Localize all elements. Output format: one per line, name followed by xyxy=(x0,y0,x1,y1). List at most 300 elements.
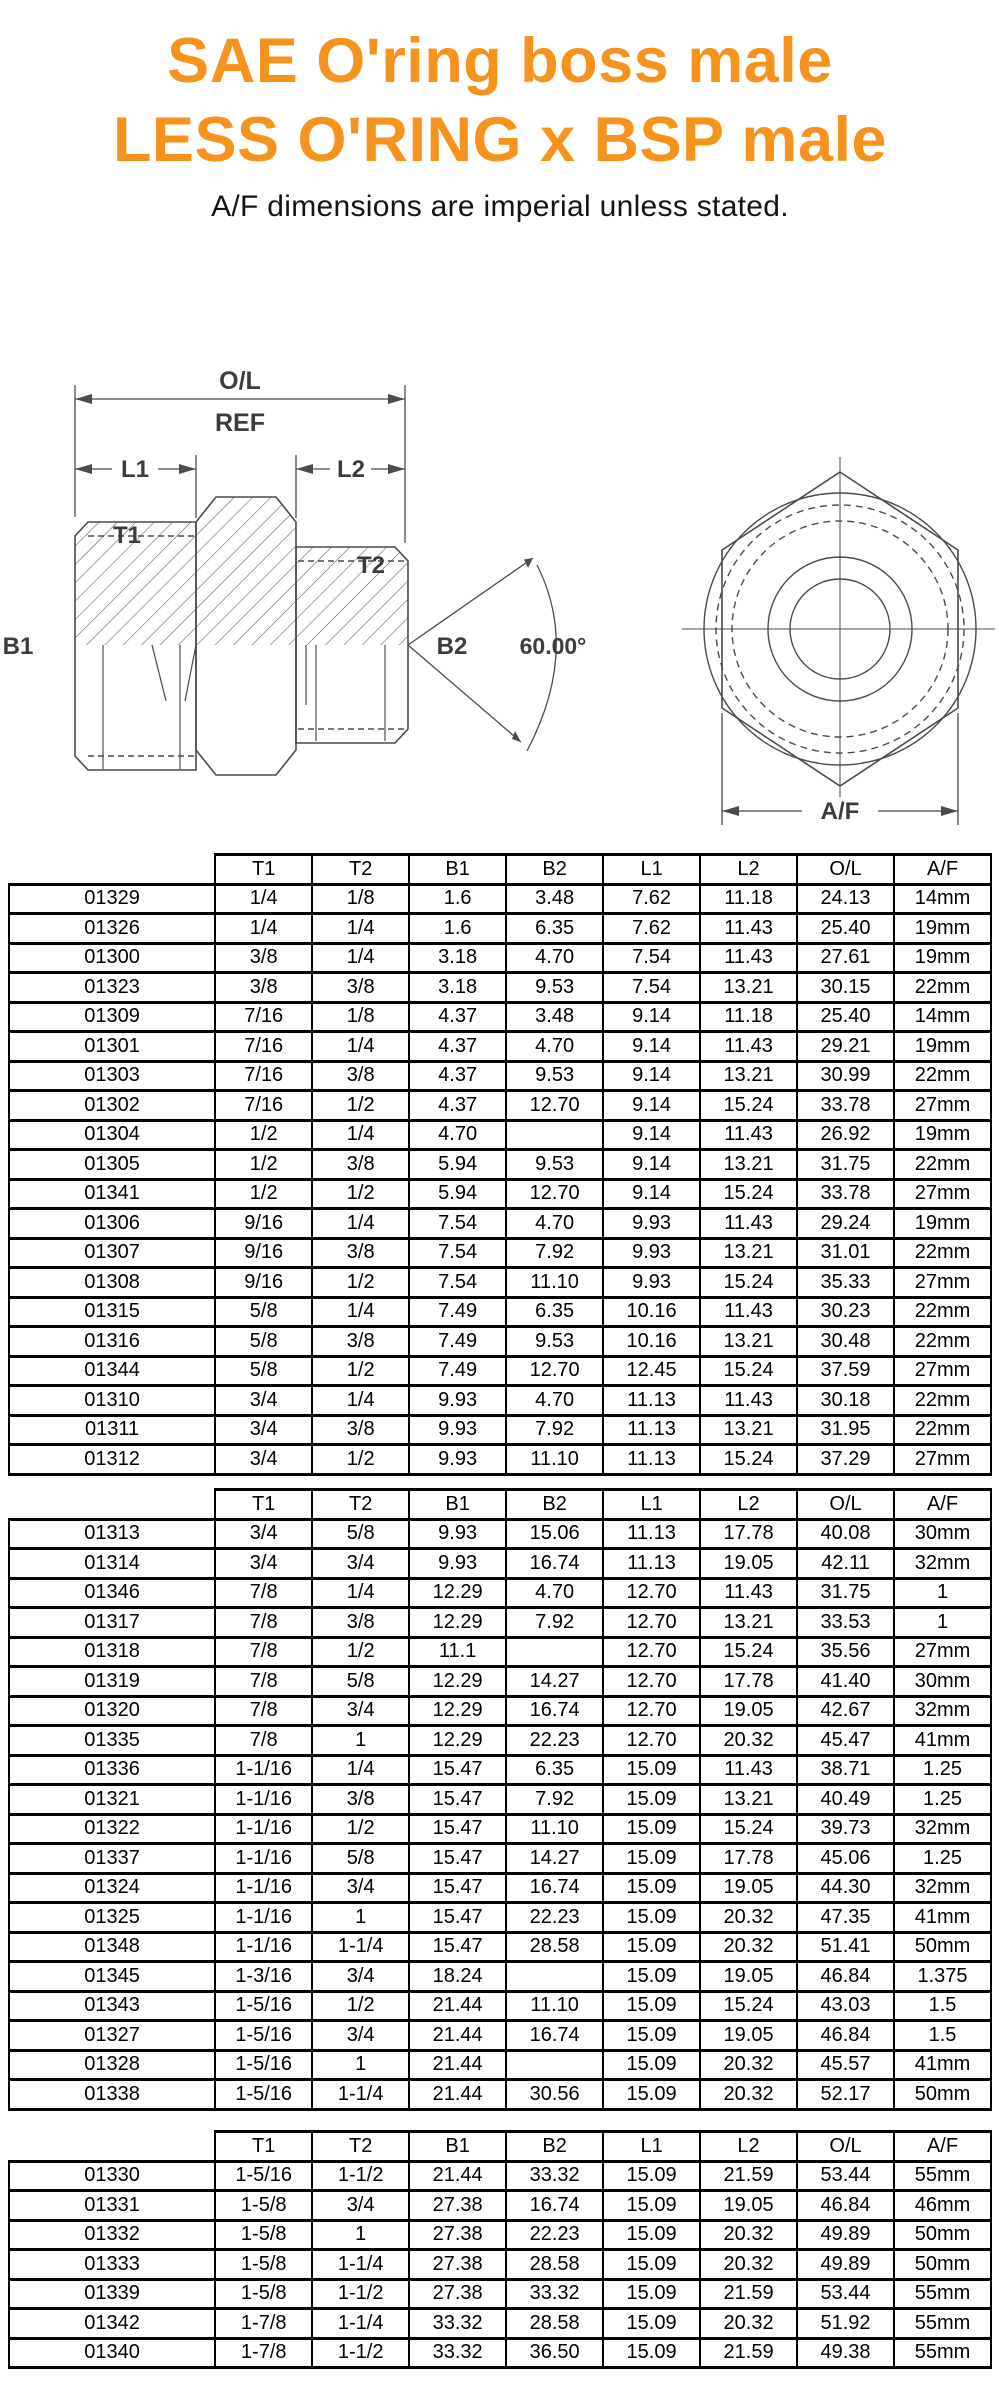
value-cell: 42.67 xyxy=(797,1696,894,1726)
value-cell: 17.78 xyxy=(700,1844,797,1874)
value-cell: 1.375 xyxy=(894,1962,991,1992)
value-cell: 11.43 xyxy=(700,1209,797,1239)
value-cell: 11.43 xyxy=(700,1578,797,1608)
page-title-line1: SAE O'ring boss male xyxy=(167,26,833,96)
value-cell: 1/4 xyxy=(312,1755,409,1785)
value-cell: 44.30 xyxy=(797,1873,894,1903)
value-cell: 28.58 xyxy=(506,2250,603,2280)
value-cell: 50mm xyxy=(894,2250,991,2280)
table-row xyxy=(9,1755,991,1785)
table-row xyxy=(9,1356,991,1386)
value-cell: 1-1/16 xyxy=(215,1785,312,1815)
value-cell: 12.29 xyxy=(409,1696,506,1726)
column-header: L2 xyxy=(700,855,797,885)
value-cell: 19mm xyxy=(894,943,991,973)
value-cell: 3/4 xyxy=(312,2191,409,2221)
side-view xyxy=(75,497,556,775)
value-cell: 1/2 xyxy=(215,1120,312,1150)
value-cell: 35.56 xyxy=(797,1637,894,1667)
dim-label-ol: O/L xyxy=(219,367,261,395)
value-cell: 17.78 xyxy=(700,1667,797,1697)
part-number-cell: 01321 xyxy=(9,1785,215,1815)
value-cell: 21.44 xyxy=(409,1991,506,2021)
table-row xyxy=(9,2161,991,2191)
value-cell: 21.59 xyxy=(700,2279,797,2309)
value-cell: 22mm xyxy=(894,1386,991,1416)
value-cell: 1.6 xyxy=(409,884,506,914)
value-cell: 13.21 xyxy=(700,1608,797,1638)
value-cell: 55mm xyxy=(894,2161,991,2191)
value-cell: 30.23 xyxy=(797,1297,894,1327)
part-number-cell: 01320 xyxy=(9,1696,215,1726)
table-row xyxy=(9,1091,991,1121)
value-cell: 13.21 xyxy=(700,1061,797,1091)
value-cell: 1/4 xyxy=(215,884,312,914)
value-cell: 1/4 xyxy=(312,1297,409,1327)
value-cell: 19.05 xyxy=(700,2191,797,2221)
value-cell: 1-5/16 xyxy=(215,2021,312,2051)
table-row xyxy=(9,1386,991,1416)
value-cell: 35.33 xyxy=(797,1268,894,1298)
column-header: B2 xyxy=(506,2132,603,2162)
value-cell: 9.14 xyxy=(603,1032,700,1062)
value-cell: 12.29 xyxy=(409,1667,506,1697)
column-header: L1 xyxy=(603,1490,700,1520)
value-cell: 15.06 xyxy=(506,1519,603,1549)
value-cell: 4.37 xyxy=(409,1061,506,1091)
value-cell: 30.15 xyxy=(797,973,894,1003)
value-cell: 40.49 xyxy=(797,1785,894,1815)
part-number-cell: 01345 xyxy=(9,1962,215,1992)
value-cell: 15.24 xyxy=(700,1991,797,2021)
value-cell: 27mm xyxy=(894,1637,991,1667)
value-cell: 15.09 xyxy=(603,2050,700,2080)
value-cell xyxy=(506,1962,603,1992)
dim-label-l1: L1 xyxy=(120,456,150,483)
value-cell: 33.53 xyxy=(797,1608,894,1638)
table-row xyxy=(9,1061,991,1091)
value-cell: 1/4 xyxy=(312,1032,409,1062)
part-number-cell: 01305 xyxy=(9,1150,215,1180)
table-row xyxy=(9,1578,991,1608)
value-cell: 15.24 xyxy=(700,1091,797,1121)
value-cell: 1 xyxy=(894,1608,991,1638)
value-cell: 33.32 xyxy=(409,2338,506,2368)
table-row xyxy=(9,2250,991,2280)
value-cell: 5/8 xyxy=(312,1667,409,1697)
value-cell: 11.10 xyxy=(506,1268,603,1298)
value-cell: 22mm xyxy=(894,1061,991,1091)
value-cell: 3/8 xyxy=(312,1150,409,1180)
value-cell: 36.50 xyxy=(506,2338,603,2368)
value-cell: 7.54 xyxy=(409,1268,506,1298)
value-cell: 14.27 xyxy=(506,1844,603,1874)
value-cell: 1 xyxy=(312,2050,409,2080)
part-number-cell: 01329 xyxy=(9,884,215,914)
part-number-cell: 01328 xyxy=(9,2050,215,2080)
value-cell: 11.13 xyxy=(603,1415,700,1445)
value-cell: 49.89 xyxy=(797,2250,894,2280)
column-header: L1 xyxy=(603,855,700,885)
value-cell: 20.32 xyxy=(700,2309,797,2339)
value-cell: 7/8 xyxy=(215,1696,312,1726)
value-cell: 1-1/16 xyxy=(215,1844,312,1874)
column-header: L2 xyxy=(700,2132,797,2162)
dim-label-t1: T1 xyxy=(112,522,142,549)
value-cell: 28.58 xyxy=(506,2309,603,2339)
value-cell: 14.27 xyxy=(506,1667,603,1697)
value-cell: 3/4 xyxy=(215,1415,312,1445)
value-cell: 4.70 xyxy=(506,1386,603,1416)
part-number-cell: 01313 xyxy=(9,1519,215,1549)
part-number-cell: 01331 xyxy=(9,2191,215,2221)
value-cell: 1.25 xyxy=(894,1844,991,1874)
value-cell: 50mm xyxy=(894,2080,991,2110)
value-cell: 41mm xyxy=(894,2050,991,2080)
value-cell: 20.32 xyxy=(700,2050,797,2080)
value-cell: 9/16 xyxy=(215,1238,312,1268)
value-cell: 13.21 xyxy=(700,1150,797,1180)
value-cell: 1/4 xyxy=(312,943,409,973)
value-cell: 9.93 xyxy=(409,1386,506,1416)
value-cell: 7.49 xyxy=(409,1356,506,1386)
value-cell: 1-1/2 xyxy=(312,2338,409,2368)
table-row xyxy=(9,1814,991,1844)
column-header: T1 xyxy=(215,1490,312,1520)
value-cell: 3/8 xyxy=(312,1061,409,1091)
value-cell: 32mm xyxy=(894,1873,991,1903)
value-cell: 1-1/4 xyxy=(312,1932,409,1962)
value-cell: 12.70 xyxy=(506,1179,603,1209)
value-cell: 9.14 xyxy=(603,1061,700,1091)
part-number-cell: 01317 xyxy=(9,1608,215,1638)
value-cell: 7/8 xyxy=(215,1726,312,1756)
value-cell: 3.48 xyxy=(506,1002,603,1032)
value-cell: 12.70 xyxy=(506,1356,603,1386)
value-cell: 30.48 xyxy=(797,1327,894,1357)
value-cell: 18.24 xyxy=(409,1962,506,1992)
value-cell: 7.49 xyxy=(409,1297,506,1327)
column-header: B1 xyxy=(409,855,506,885)
table-row xyxy=(9,1844,991,1874)
table-row xyxy=(9,1238,991,1268)
value-cell: 9.14 xyxy=(603,1179,700,1209)
value-cell: 46.84 xyxy=(797,1962,894,1992)
value-cell: 11.10 xyxy=(506,1991,603,2021)
value-cell: 33.78 xyxy=(797,1091,894,1121)
column-header: T1 xyxy=(215,2132,312,2162)
page-title xyxy=(0,22,1000,180)
value-cell: 3/4 xyxy=(215,1445,312,1475)
value-cell: 7/16 xyxy=(215,1061,312,1091)
value-cell: 1.25 xyxy=(894,1755,991,1785)
value-cell: 1-1/16 xyxy=(215,1873,312,1903)
value-cell: 1-5/8 xyxy=(215,2191,312,2221)
value-cell: 1/2 xyxy=(312,1356,409,1386)
value-cell: 22mm xyxy=(894,1238,991,1268)
value-cell: 1 xyxy=(312,1903,409,1933)
value-cell: 15.09 xyxy=(603,1755,700,1785)
value-cell: 5.94 xyxy=(409,1150,506,1180)
table-row xyxy=(9,1667,991,1697)
value-cell: 1/4 xyxy=(215,914,312,944)
value-cell: 5/8 xyxy=(215,1327,312,1357)
value-cell: 16.74 xyxy=(506,1696,603,1726)
value-cell: 1/2 xyxy=(312,1637,409,1667)
value-cell: 11.13 xyxy=(603,1386,700,1416)
column-header: T2 xyxy=(312,855,409,885)
part-number-cell: 01339 xyxy=(9,2279,215,2309)
value-cell: 16.74 xyxy=(506,2021,603,2051)
table-header-row xyxy=(9,1490,991,1520)
value-cell: 11.13 xyxy=(603,1519,700,1549)
value-cell: 22mm xyxy=(894,1327,991,1357)
value-cell: 7.49 xyxy=(409,1327,506,1357)
technical-drawing xyxy=(0,345,1000,845)
value-cell: 12.29 xyxy=(409,1726,506,1756)
part-number-cell: 01302 xyxy=(9,1091,215,1121)
value-cell: 15.47 xyxy=(409,1844,506,1874)
value-cell: 15.09 xyxy=(603,2080,700,2110)
table-row xyxy=(9,1179,991,1209)
value-cell: 25.40 xyxy=(797,914,894,944)
part-number-cell: 01324 xyxy=(9,1873,215,1903)
value-cell: 3/4 xyxy=(215,1549,312,1579)
value-cell: 6.35 xyxy=(506,914,603,944)
value-cell: 19mm xyxy=(894,1032,991,1062)
value-cell: 1-3/16 xyxy=(215,1962,312,1992)
value-cell: 22.23 xyxy=(506,1726,603,1756)
value-cell: 3.18 xyxy=(409,973,506,1003)
value-cell: 9.14 xyxy=(603,1120,700,1150)
value-cell: 3.18 xyxy=(409,943,506,973)
value-cell: 22mm xyxy=(894,1415,991,1445)
part-number-cell: 01315 xyxy=(9,1297,215,1327)
part-number-cell: 01338 xyxy=(9,2080,215,2110)
part-number-cell: 01316 xyxy=(9,1327,215,1357)
value-cell: 7/16 xyxy=(215,1091,312,1121)
column-header: A/F xyxy=(894,1490,991,1520)
table-row xyxy=(9,1726,991,1756)
part-number-cell: 01301 xyxy=(9,1032,215,1062)
value-cell: 9.53 xyxy=(506,973,603,1003)
value-cell: 9.93 xyxy=(603,1209,700,1239)
value-cell: 1/2 xyxy=(312,1268,409,1298)
value-cell: 15.24 xyxy=(700,1637,797,1667)
value-cell: 51.41 xyxy=(797,1932,894,1962)
value-cell: 11.1 xyxy=(409,1637,506,1667)
value-cell: 1-1/16 xyxy=(215,1903,312,1933)
value-cell: 27mm xyxy=(894,1268,991,1298)
value-cell: 15.09 xyxy=(603,1873,700,1903)
value-cell: 15.47 xyxy=(409,1755,506,1785)
value-cell: 7.54 xyxy=(409,1209,506,1239)
column-header: T2 xyxy=(312,1490,409,1520)
column-header: O/L xyxy=(797,855,894,885)
value-cell: 14mm xyxy=(894,1002,991,1032)
column-header: O/L xyxy=(797,2132,894,2162)
column-header: A/F xyxy=(894,2132,991,2162)
value-cell: 21.59 xyxy=(700,2338,797,2368)
value-cell: 32mm xyxy=(894,1549,991,1579)
value-cell: 1 xyxy=(312,1726,409,1756)
value-cell: 1-5/8 xyxy=(215,2250,312,2280)
table-row xyxy=(9,1327,991,1357)
value-cell: 19mm xyxy=(894,914,991,944)
value-cell: 3.48 xyxy=(506,884,603,914)
value-cell: 55mm xyxy=(894,2279,991,2309)
value-cell: 11.18 xyxy=(700,1002,797,1032)
value-cell: 1/4 xyxy=(312,1120,409,1150)
part-number-cell: 01335 xyxy=(9,1726,215,1756)
value-cell: 11.13 xyxy=(603,1549,700,1579)
value-cell: 7/8 xyxy=(215,1578,312,1608)
table-corner-cell xyxy=(9,1490,215,1520)
value-cell: 1-1/16 xyxy=(215,1755,312,1785)
value-cell: 3/8 xyxy=(312,1238,409,1268)
end-view xyxy=(682,457,995,797)
value-cell: 7.62 xyxy=(603,914,700,944)
value-cell: 52.17 xyxy=(797,2080,894,2110)
value-cell: 20.32 xyxy=(700,1932,797,1962)
value-cell: 15.24 xyxy=(700,1445,797,1475)
value-cell: 1.5 xyxy=(894,2021,991,2051)
column-header: L1 xyxy=(603,2132,700,2162)
part-number-cell: 01318 xyxy=(9,1637,215,1667)
value-cell: 6.35 xyxy=(506,1297,603,1327)
value-cell: 15.09 xyxy=(603,1844,700,1874)
value-cell: 16.74 xyxy=(506,2191,603,2221)
value-cell: 9/16 xyxy=(215,1268,312,1298)
value-cell: 51.92 xyxy=(797,2309,894,2339)
table-row xyxy=(9,884,991,914)
value-cell: 1 xyxy=(894,1578,991,1608)
value-cell: 6.35 xyxy=(506,1755,603,1785)
value-cell: 30.99 xyxy=(797,1061,894,1091)
table-row xyxy=(9,1445,991,1475)
value-cell: 49.89 xyxy=(797,2220,894,2250)
value-cell: 7/8 xyxy=(215,1667,312,1697)
dim-label-b2: B2 xyxy=(436,633,468,660)
table-corner-cell xyxy=(9,2132,215,2162)
value-cell: 9.14 xyxy=(603,1002,700,1032)
part-number-cell: 01312 xyxy=(9,1445,215,1475)
dim-label-angle: 60.00° xyxy=(519,633,587,659)
table-row xyxy=(9,1637,991,1667)
value-cell: 7.54 xyxy=(409,1238,506,1268)
table-row xyxy=(9,2338,991,2368)
value-cell: 30.56 xyxy=(506,2080,603,2110)
value-cell: 15.47 xyxy=(409,1785,506,1815)
value-cell: 3/4 xyxy=(312,1696,409,1726)
value-cell: 16.74 xyxy=(506,1549,603,1579)
value-cell: 20.32 xyxy=(700,2250,797,2280)
value-cell: 37.29 xyxy=(797,1445,894,1475)
value-cell: 19.05 xyxy=(700,1873,797,1903)
value-cell: 4.70 xyxy=(409,1120,506,1150)
part-number-cell: 01303 xyxy=(9,1061,215,1091)
value-cell: 20.32 xyxy=(700,2220,797,2250)
table-header-row xyxy=(9,855,991,885)
value-cell: 19.05 xyxy=(700,1549,797,1579)
value-cell: 9.93 xyxy=(409,1415,506,1445)
value-cell: 15.09 xyxy=(603,2250,700,2280)
value-cell: 29.21 xyxy=(797,1032,894,1062)
dim-label-ref: REF xyxy=(215,409,265,437)
value-cell: 27mm xyxy=(894,1356,991,1386)
value-cell: 27.38 xyxy=(409,2191,506,2221)
column-header: O/L xyxy=(797,1490,894,1520)
value-cell: 22mm xyxy=(894,973,991,1003)
value-cell: 4.70 xyxy=(506,1209,603,1239)
value-cell: 24.13 xyxy=(797,884,894,914)
table-row xyxy=(9,2191,991,2221)
value-cell: 1-7/8 xyxy=(215,2309,312,2339)
value-cell: 27.38 xyxy=(409,2220,506,2250)
value-cell: 1/8 xyxy=(312,884,409,914)
table-row xyxy=(9,1932,991,1962)
table-row xyxy=(9,2050,991,2080)
value-cell: 30mm xyxy=(894,1667,991,1697)
value-cell: 13.21 xyxy=(700,1238,797,1268)
value-cell: 28.58 xyxy=(506,1932,603,1962)
value-cell: 7/16 xyxy=(215,1002,312,1032)
value-cell: 20.32 xyxy=(700,1903,797,1933)
value-cell: 9.14 xyxy=(603,1150,700,1180)
value-cell: 1-1/4 xyxy=(312,2250,409,2280)
value-cell: 30.18 xyxy=(797,1386,894,1416)
value-cell: 38.71 xyxy=(797,1755,894,1785)
value-cell: 9.93 xyxy=(603,1268,700,1298)
value-cell: 11.43 xyxy=(700,914,797,944)
value-cell: 19.05 xyxy=(700,2021,797,2051)
value-cell: 15.09 xyxy=(603,1785,700,1815)
part-number-cell: 01346 xyxy=(9,1578,215,1608)
value-cell: 46mm xyxy=(894,2191,991,2221)
value-cell: 15.09 xyxy=(603,2309,700,2339)
part-number-cell: 01309 xyxy=(9,1002,215,1032)
value-cell: 13.21 xyxy=(700,1415,797,1445)
value-cell: 7.92 xyxy=(506,1608,603,1638)
dim-label-t2: T2 xyxy=(356,552,386,579)
value-cell: 31.75 xyxy=(797,1150,894,1180)
page-title-line2: LESS O'RING x BSP male xyxy=(112,105,888,175)
value-cell: 12.45 xyxy=(603,1356,700,1386)
table-row xyxy=(9,1549,991,1579)
table-header-row xyxy=(9,2132,991,2162)
value-cell: 12.70 xyxy=(603,1696,700,1726)
dim-label-af: A/F xyxy=(820,798,860,825)
value-cell: 22mm xyxy=(894,1297,991,1327)
column-header: A/F xyxy=(894,855,991,885)
value-cell: 20.32 xyxy=(700,2080,797,2110)
value-cell xyxy=(506,2050,603,2080)
part-number-cell: 01341 xyxy=(9,1179,215,1209)
value-cell: 1-5/8 xyxy=(215,2279,312,2309)
value-cell: 5/8 xyxy=(215,1297,312,1327)
value-cell: 1-5/16 xyxy=(215,2080,312,2110)
value-cell: 1/4 xyxy=(312,1386,409,1416)
value-cell: 21.44 xyxy=(409,2050,506,2080)
value-cell: 3/8 xyxy=(215,973,312,1003)
value-cell: 47.35 xyxy=(797,1903,894,1933)
value-cell: 11.43 xyxy=(700,1297,797,1327)
dimensions-table-2 xyxy=(8,1488,992,2111)
table-row xyxy=(9,1268,991,1298)
value-cell: 41mm xyxy=(894,1903,991,1933)
value-cell: 13.21 xyxy=(700,1785,797,1815)
value-cell: 21.44 xyxy=(409,2080,506,2110)
